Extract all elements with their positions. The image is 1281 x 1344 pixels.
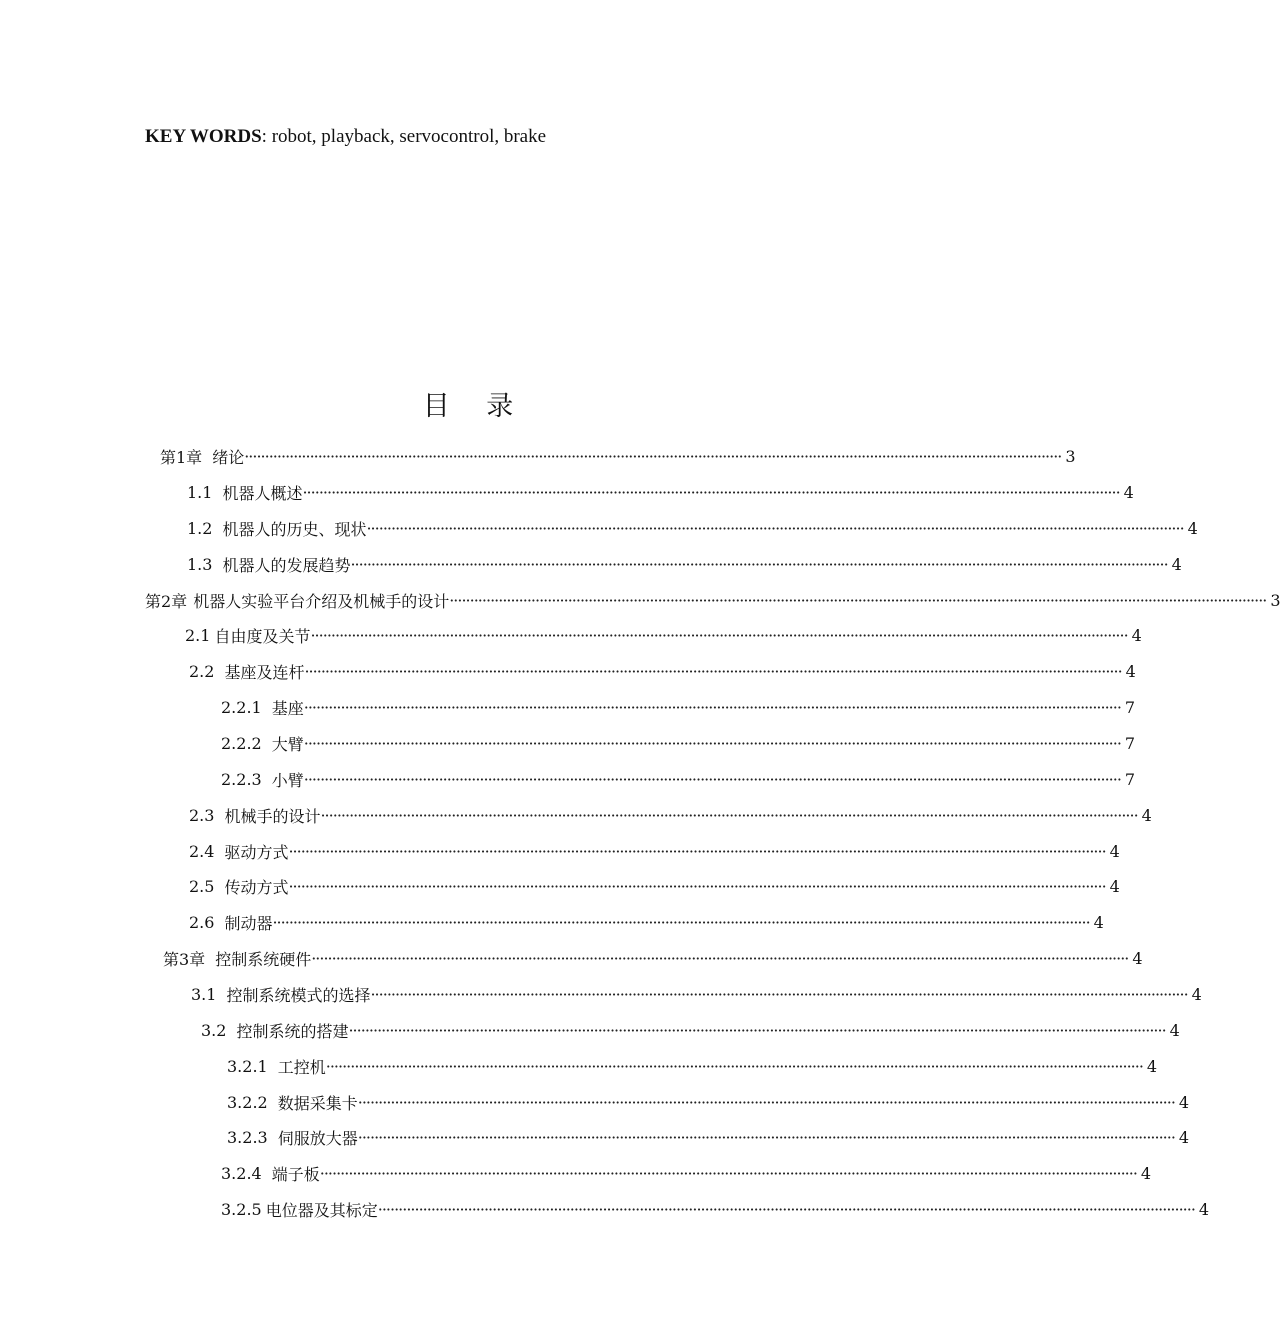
toc-entry-number: 3.2.3 (227, 1127, 268, 1147)
toc-entry-label: 小臂 (271, 770, 304, 790)
toc-entry[interactable] (189, 659, 1136, 683)
toc-entry-page: 4 (1191, 984, 1202, 1004)
toc-entry[interactable] (189, 803, 1152, 827)
toc-entry[interactable] (221, 767, 1136, 791)
toc-entry[interactable] (201, 1018, 1180, 1042)
toc-entry[interactable] (221, 731, 1136, 755)
toc-entry[interactable] (227, 1054, 1158, 1078)
toc-entry-label: 伺服放大器 (277, 1128, 358, 1148)
toc-title: 目 录 (422, 391, 528, 422)
toc-entry-page: 4 (1178, 1127, 1190, 1147)
toc-entry-number: 3.2.1 (227, 1056, 268, 1076)
toc-dot-leader: ········································································································································································································ (244, 446, 1062, 466)
toc-entry-number: 3.2 (201, 1020, 227, 1040)
toc-entry-number: 2.2.1 (221, 697, 262, 717)
toc-dot-leader: ········································································································································································································ (304, 661, 1122, 681)
toc-dot-leader: ········································································································································································································ (350, 554, 1168, 574)
toc-entry-page: 7 (1124, 769, 1136, 789)
toc-entry-number: 3.2.2 (227, 1092, 268, 1112)
toc-entry-label: 控制系统硬件 (215, 949, 312, 969)
toc-entry-label: 传动方式 (224, 877, 289, 897)
toc-entry-label: 绪论 (212, 447, 245, 467)
toc-entry-page: 4 (1131, 625, 1142, 645)
toc-entry[interactable] (227, 1090, 1190, 1114)
toc-entry-page: 4 (1171, 554, 1182, 574)
toc-entry-label: 自由度及关节 (214, 626, 311, 646)
toc-entry-page: 3 (1065, 446, 1076, 466)
toc-entry-page: 4 (1123, 482, 1134, 502)
toc-entry-page: 4 (1169, 1020, 1180, 1040)
toc-entry-number: 2.2.3 (221, 769, 262, 789)
toc-entry[interactable] (189, 839, 1120, 863)
toc-entry-label: 机器人的历史、现状 (222, 519, 367, 539)
toc-entry-number: 2.1 (185, 625, 211, 645)
toc-entry-page: 7 (1124, 733, 1136, 753)
toc-entry-page: 4 (1109, 876, 1120, 896)
toc-entry-number: 1.1 (187, 482, 213, 502)
toc-entry-number: 3.1 (191, 984, 217, 1004)
toc-entry[interactable] (187, 552, 1182, 576)
toc-entry-label: 机器人实验平台介绍及机械手的设计 (193, 591, 450, 611)
toc-entry-label: 基座 (271, 698, 304, 718)
toc-entry[interactable] (189, 874, 1120, 898)
toc-dot-leader: ········································································································································································································ (320, 805, 1138, 825)
toc-entry-number: 第3章 (163, 949, 206, 969)
toc-entry-number: 1.2 (187, 518, 213, 538)
toc-entry-page: 4 (1178, 1092, 1190, 1112)
toc-dot-leader: ········································································································································································································ (325, 1056, 1143, 1076)
toc-entry-page: 4 (1187, 518, 1198, 538)
toc-entry-label: 电位器及其标定 (265, 1200, 378, 1220)
toc-entry-number: 2.2.2 (221, 733, 262, 753)
toc-entry-page: 4 (1125, 661, 1136, 681)
toc-entry-label: 驱动方式 (224, 842, 289, 862)
toc-entry-label: 机械手的设计 (224, 806, 321, 826)
toc-entry-page: 7 (1124, 697, 1136, 717)
toc-entry-page: 3 (1270, 590, 1281, 610)
toc-dot-leader: ········································································································································································································ (366, 518, 1184, 538)
toc-dot-leader: ········································································································································································································ (311, 948, 1129, 968)
toc-entry-page: 4 (1140, 1163, 1152, 1183)
toc-entry-number: 2.3 (189, 805, 215, 825)
toc-entry-label: 控制系统的搭建 (236, 1021, 349, 1041)
toc-entry[interactable] (187, 480, 1134, 504)
toc-entry-label: 数据采集卡 (277, 1093, 358, 1113)
toc-dot-leader: ········································································································································································································ (310, 625, 1128, 645)
toc-entry-label: 大臂 (271, 734, 304, 754)
toc-dot-leader: ········································································································································································································ (302, 482, 1120, 502)
toc-entry-page: 4 (1146, 1056, 1158, 1076)
toc-entry[interactable] (191, 982, 1202, 1006)
toc-entry-number: 3.2.4 (221, 1163, 262, 1183)
toc-dot-leader: ········································································································································································································ (272, 912, 1090, 932)
toc-entry-label: 控制系统模式的选择 (226, 985, 371, 1005)
toc-dot-leader: ········································································································································································································ (303, 733, 1121, 753)
toc-dot-leader: ········································································································································································································ (288, 841, 1106, 861)
toc-entry[interactable] (221, 695, 1136, 719)
toc-entry[interactable] (227, 1125, 1190, 1149)
toc-entry-number: 2.4 (189, 841, 215, 861)
toc-entry[interactable] (145, 588, 1281, 612)
toc-entry[interactable] (185, 623, 1142, 647)
toc-entry-label: 机器人概述 (222, 483, 303, 503)
toc-entry-number: 第2章 (145, 591, 188, 611)
toc-entry[interactable] (163, 946, 1143, 970)
toc-dot-leader: ········································································································································································································ (348, 1020, 1166, 1040)
toc-entry-page: 4 (1093, 912, 1104, 932)
toc-entry-number: 第1章 (160, 447, 203, 467)
toc-entry[interactable] (160, 444, 1076, 468)
toc-entry-label: 制动器 (224, 913, 273, 933)
toc-dot-leader: ········································································································································································································ (370, 984, 1188, 1004)
toc-dot-leader: ········································································································································································································ (303, 697, 1121, 717)
toc-entry-number: 1.3 (187, 554, 213, 574)
toc-dot-leader: ········································································································································································································ (449, 590, 1267, 610)
toc-entry-number: 2.6 (189, 912, 215, 932)
toc-entry-number: 2.2 (189, 661, 215, 681)
toc-entry-label: 工控机 (277, 1057, 326, 1077)
toc-dot-leader: ········································································································································································································ (357, 1127, 1175, 1147)
toc-entry[interactable] (187, 516, 1198, 540)
keywords-text: : robot, playback, servocontrol, brake (261, 126, 547, 147)
keywords-line (145, 126, 546, 148)
toc-entry-number: 3.2.5 (221, 1199, 262, 1219)
toc-dot-leader: ········································································································································································································ (303, 769, 1121, 789)
toc-entry[interactable] (189, 910, 1104, 934)
toc-entry-label: 基座及连杆 (224, 662, 305, 682)
toc-entry[interactable] (221, 1197, 1210, 1221)
toc-entry-page: 4 (1109, 841, 1120, 861)
toc-dot-leader: ········································································································································································································ (288, 876, 1106, 896)
keywords-label: KEY WORDS (145, 126, 262, 147)
toc-entry-page: 4 (1132, 948, 1143, 968)
toc-entry-label: 端子板 (271, 1164, 320, 1184)
toc-entry-page: 4 (1141, 805, 1152, 825)
toc-entry[interactable] (221, 1161, 1152, 1185)
toc-dot-leader: ········································································································································································································ (319, 1163, 1137, 1183)
toc-entry-page: 4 (1198, 1199, 1210, 1219)
toc-dot-leader: ········································································································································································································ (357, 1092, 1175, 1112)
toc-entry-label: 机器人的发展趋势 (222, 555, 351, 575)
toc-dot-leader: ········································································································································································································ (377, 1199, 1195, 1219)
toc-entry-number: 2.5 (189, 876, 215, 896)
